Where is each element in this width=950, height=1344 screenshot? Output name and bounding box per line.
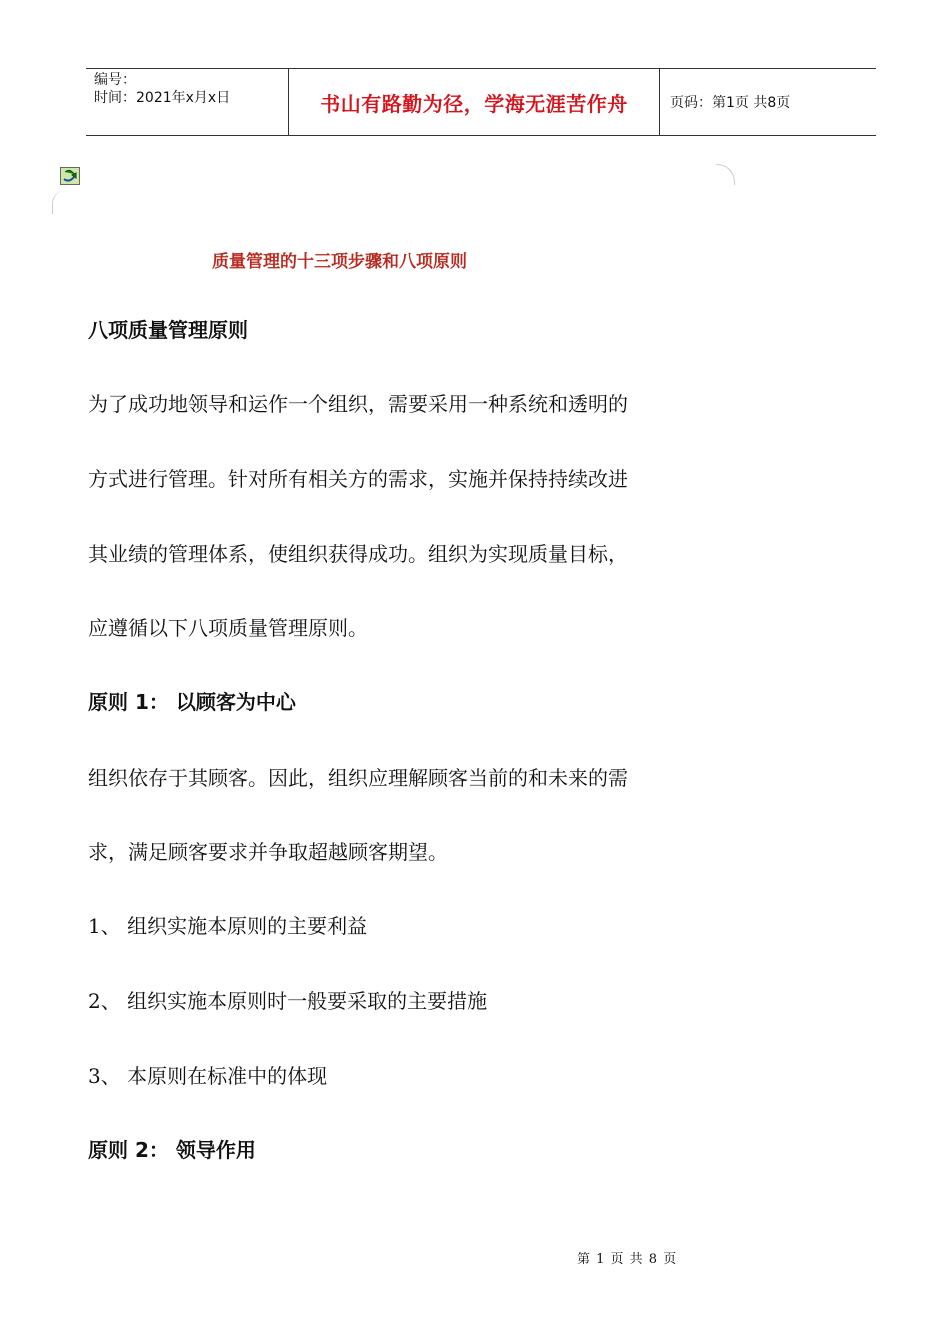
intro-line: 方式进行管理。针对所有相关方的需求，实施并保持持续改进 (88, 467, 628, 491)
margin-corner-mark-right (716, 164, 735, 185)
list-item: 2、 组织实施本原则时一般要采取的主要措施 (88, 989, 488, 1013)
margin-corner-mark-left (52, 190, 67, 214)
document-title: 质量管理的十三项步骤和八项原则 (212, 252, 467, 272)
page-info: 页码：第1页 共8页 (670, 95, 791, 111)
intro-line: 其业绩的管理体系，使组织获得成功。组织为实现质量目标， (88, 542, 628, 566)
page-footer: 第 1 页 共 8 页 (577, 1252, 678, 1267)
intro-line: 应遵循以下八项质量管理原则。 (88, 616, 368, 640)
principle-heading: 原则 1： 以顾客为中心 (88, 690, 296, 714)
intro-line: 为了成功地领导和运作一个组织，需要采用一种系统和透明的 (88, 392, 628, 416)
motto: 书山有路勤为径，学海无涯苦作舟 (320, 91, 628, 116)
code-label: 编号： (94, 72, 136, 88)
principle-body-line: 组织依存于其顾客。因此，组织应理解顾客当前的和未来的需 (88, 766, 628, 790)
header-motto-cell (288, 69, 660, 135)
section-heading: 八项质量管理原则 (88, 318, 248, 342)
document-link-icon[interactable] (60, 167, 80, 185)
header-page-cell (660, 69, 876, 135)
list-item: 3、 本原则在标准中的体现 (88, 1064, 328, 1088)
list-item: 1、 组织实施本原则的主要利益 (88, 914, 368, 938)
principle-heading: 原则 2： 领导作用 (88, 1138, 256, 1162)
principle-body-line: 求，满足顾客要求并争取超越顾客期望。 (88, 840, 448, 864)
header-table (86, 68, 876, 136)
header-meta (86, 69, 288, 135)
time-label: 时间：2021年x月x日 (94, 90, 231, 106)
